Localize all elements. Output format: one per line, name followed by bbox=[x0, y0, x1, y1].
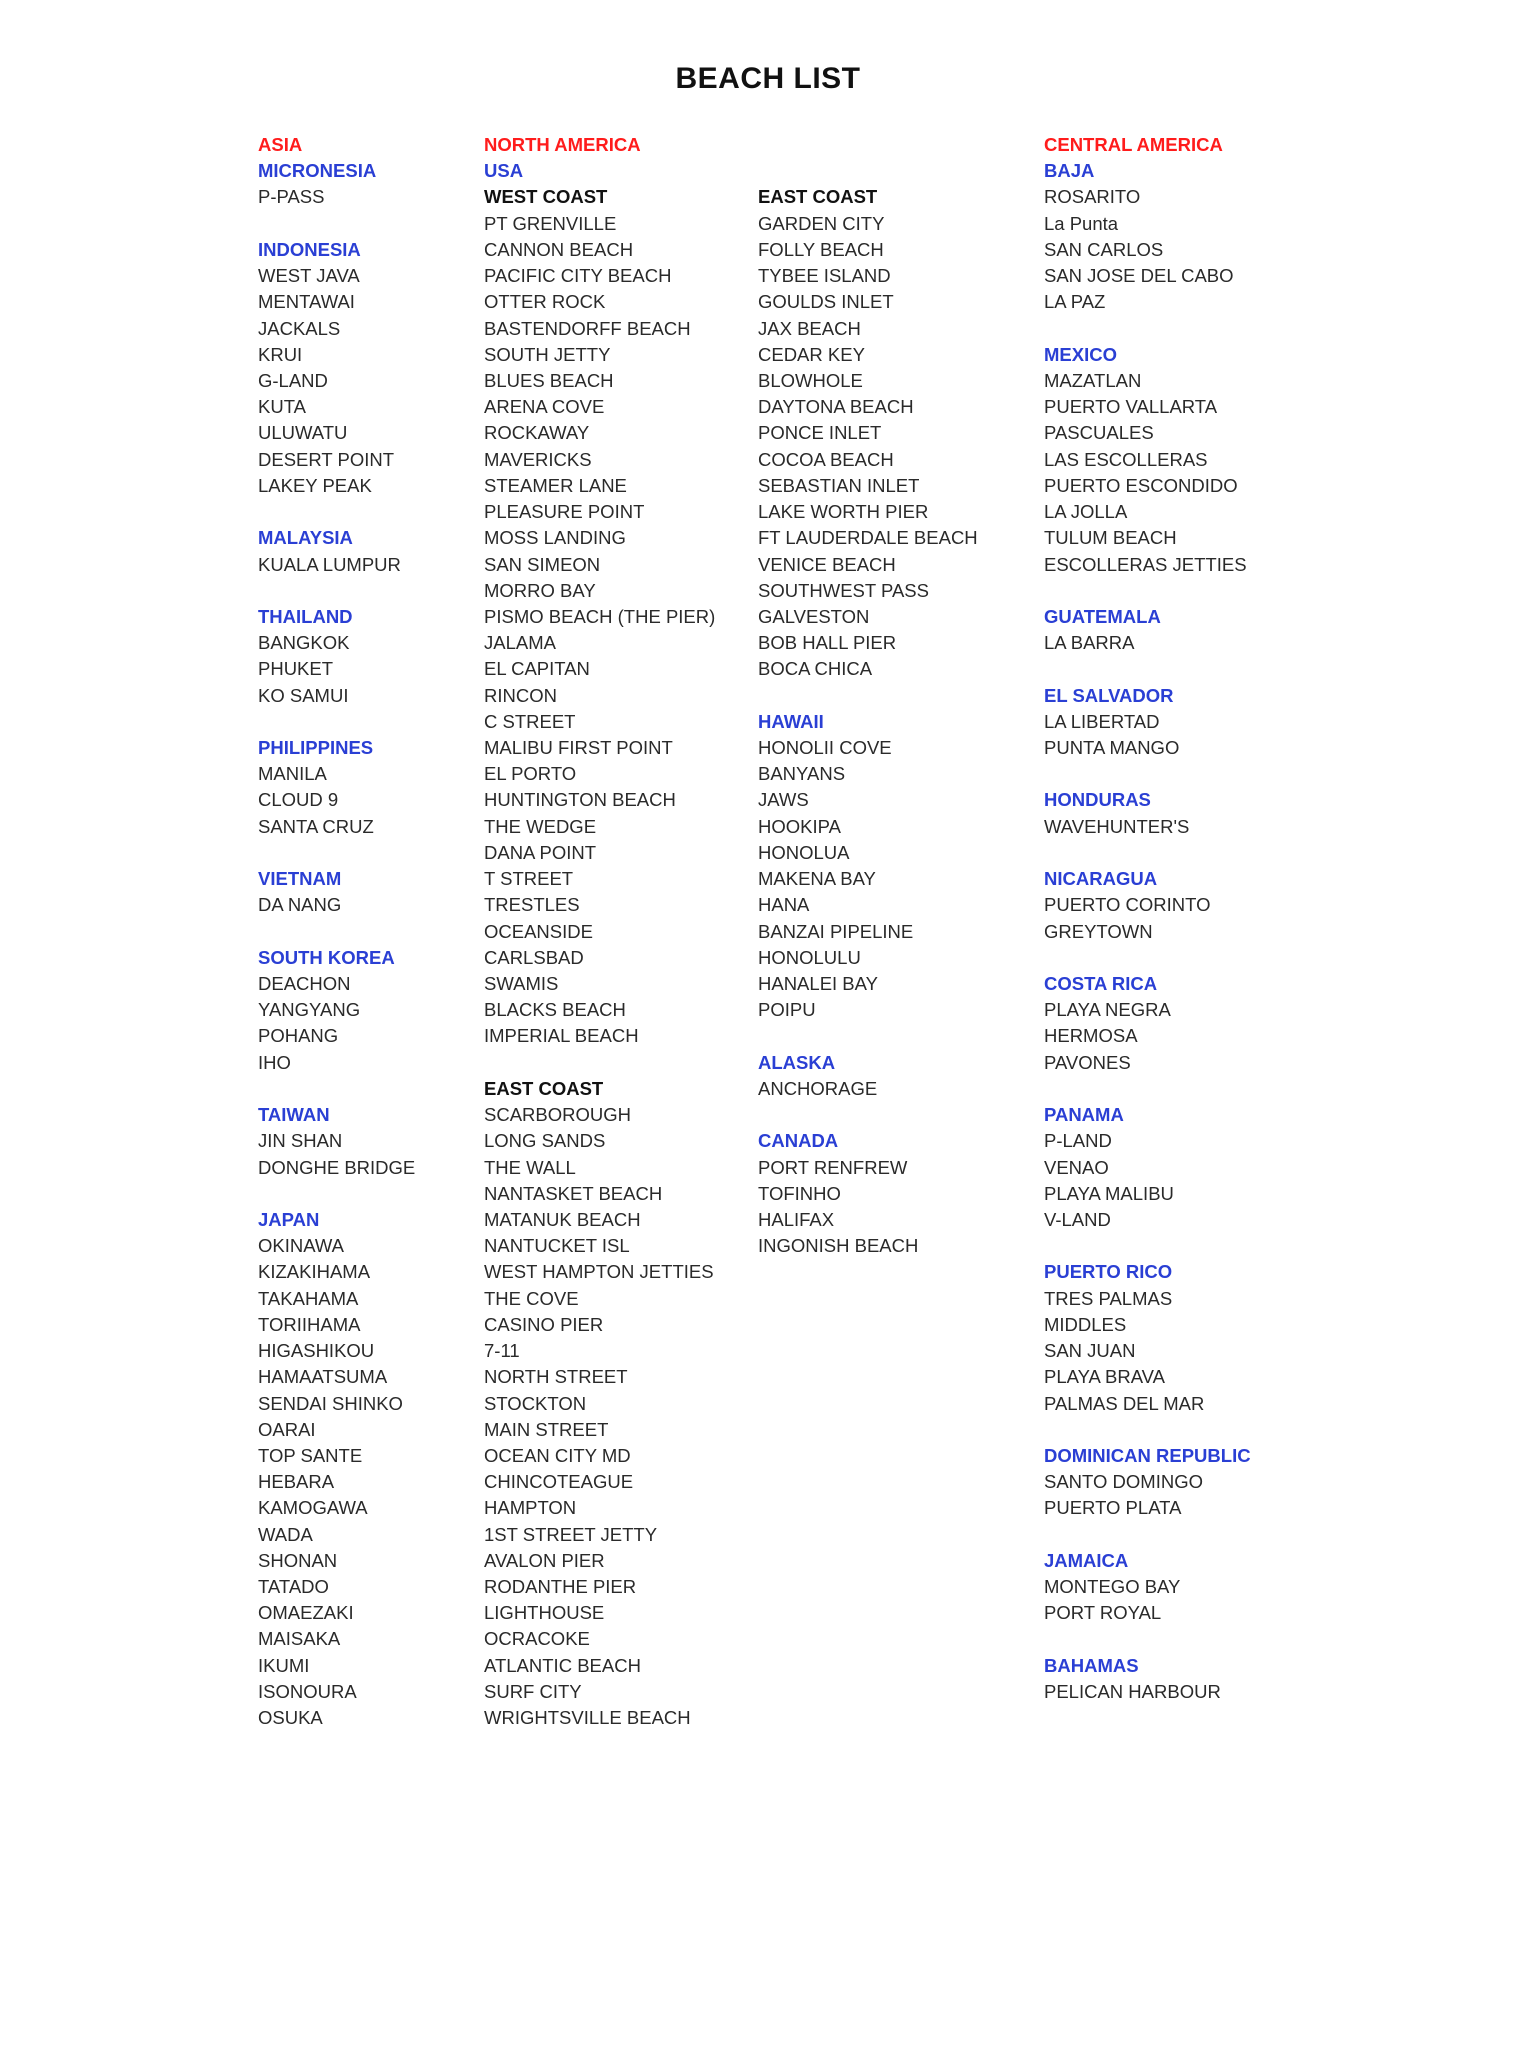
beach-item: LAS ESCOLLERAS bbox=[1044, 448, 1208, 470]
beach-item: SAN JOSE DEL CABO bbox=[1044, 265, 1234, 287]
beach-item: KRUI bbox=[258, 343, 303, 365]
country-heading: TAIWAN bbox=[258, 1104, 330, 1126]
beach-item: THE WALL bbox=[484, 1156, 576, 1178]
beach-item: TULUM BEACH bbox=[1044, 527, 1177, 549]
beach-item: JALAMA bbox=[484, 632, 556, 654]
beach-item: DONGHE BRIDGE bbox=[258, 1156, 416, 1178]
spacer bbox=[1044, 1233, 1251, 1259]
beach-item: WRIGHTSVILLE BEACH bbox=[484, 1707, 691, 1729]
beach-item: SURF CITY bbox=[484, 1680, 582, 1702]
beach-item: BLACKS BEACH bbox=[484, 999, 626, 1021]
beach-item: PUNTA MANGO bbox=[1044, 737, 1180, 759]
region-heading: CENTRAL AMERICA bbox=[1044, 134, 1223, 155]
beach-item: COCOA BEACH bbox=[758, 448, 894, 470]
country-heading: JAPAN bbox=[258, 1208, 320, 1230]
beach-item: ANCHORAGE bbox=[758, 1077, 878, 1099]
beach-item: OCEANSIDE bbox=[484, 920, 593, 942]
beach-item: SAN JUAN bbox=[1044, 1340, 1136, 1362]
beach-item: ATLANTIC BEACH bbox=[484, 1654, 641, 1676]
beach-item: PISMO BEACH (THE PIER) bbox=[484, 605, 716, 627]
beach-item: LA PAZ bbox=[1044, 291, 1106, 313]
spacer bbox=[1044, 1076, 1251, 1102]
beach-item: ESCOLLERAS JETTIES bbox=[1044, 553, 1247, 575]
beach-item: La Punta bbox=[1044, 212, 1119, 234]
spacer bbox=[258, 919, 415, 945]
beach-item: SOUTHWEST PASS bbox=[758, 579, 929, 601]
coast-subheading: EAST COAST bbox=[484, 1077, 604, 1099]
beach-item: STEAMER LANE bbox=[484, 474, 627, 496]
beach-item: LAKE WORTH PIER bbox=[758, 501, 929, 523]
coast-subheading: EAST COAST bbox=[758, 186, 878, 208]
beach-item: MAKENA BAY bbox=[758, 868, 876, 890]
spacer bbox=[258, 578, 415, 604]
beach-item: 1ST STREET JETTY bbox=[484, 1523, 658, 1545]
beach-item: JAX BEACH bbox=[758, 317, 861, 339]
beach-item: HALIFAX bbox=[758, 1208, 835, 1230]
beach-item: POHANG bbox=[258, 1025, 339, 1047]
spacer bbox=[1044, 656, 1251, 682]
beach-item: KAMOGAWA bbox=[258, 1497, 368, 1519]
beach-item: KO SAMUI bbox=[258, 684, 349, 706]
spacer bbox=[758, 158, 978, 184]
beach-item: VENAO bbox=[1044, 1156, 1109, 1178]
beach-item: JIN SHAN bbox=[258, 1130, 343, 1152]
beach-item: GALVESTON bbox=[758, 605, 870, 627]
beach-item: PAVONES bbox=[1044, 1051, 1131, 1073]
country-heading: GUATEMALA bbox=[1044, 605, 1161, 627]
beach-item: TATADO bbox=[258, 1576, 329, 1598]
beach-item: OCEAN CITY MD bbox=[484, 1444, 631, 1466]
beach-item: BASTENDORFF BEACH bbox=[484, 317, 691, 339]
beach-item: ISONOURA bbox=[258, 1680, 357, 1702]
beach-item: P-LAND bbox=[1044, 1130, 1112, 1152]
spacer bbox=[1044, 1626, 1251, 1652]
beach-item: TOP SANTE bbox=[258, 1444, 363, 1466]
spacer bbox=[758, 1102, 978, 1128]
country-heading: MICRONESIA bbox=[258, 160, 377, 182]
beach-item: CANNON BEACH bbox=[484, 238, 634, 260]
beach-item: CARLSBAD bbox=[484, 946, 584, 968]
beach-item: GOULDS INLET bbox=[758, 291, 894, 313]
country-heading: HAWAII bbox=[758, 710, 824, 732]
beach-item: HUNTINGTON BEACH bbox=[484, 789, 676, 811]
beach-item: NORTH STREET bbox=[484, 1366, 628, 1388]
beach-item: YANGYANG bbox=[258, 999, 361, 1021]
beach-item: HEBARA bbox=[258, 1471, 335, 1493]
beach-item: OSUKA bbox=[258, 1707, 323, 1729]
country-heading: COSTA RICA bbox=[1044, 973, 1158, 994]
beach-item: V-LAND bbox=[1044, 1208, 1111, 1230]
beach-item: PORT ROYAL bbox=[1044, 1602, 1162, 1624]
beach-item: BLOWHOLE bbox=[758, 369, 863, 391]
beach-item: MAZATLAN bbox=[1044, 369, 1142, 391]
spacer bbox=[258, 840, 415, 866]
beach-item: LA BARRA bbox=[1044, 632, 1135, 654]
beach-item: NANTUCKET ISL bbox=[484, 1235, 630, 1257]
country-heading: CANADA bbox=[758, 1130, 839, 1152]
beach-item: MORRO BAY bbox=[484, 579, 596, 601]
beach-item: HONOLUA bbox=[758, 841, 850, 863]
beach-item: SANTA CRUZ bbox=[258, 815, 374, 837]
beach-item: DEACHON bbox=[258, 973, 351, 994]
spacer bbox=[258, 211, 415, 237]
beach-item: OKINAWA bbox=[258, 1235, 344, 1257]
beach-item: DESERT POINT bbox=[258, 448, 395, 470]
beach-item: TAKAHAMA bbox=[258, 1287, 359, 1309]
beach-item: OCRACOKE bbox=[484, 1628, 590, 1650]
spacer bbox=[758, 132, 978, 158]
beach-item: MATANUK BEACH bbox=[484, 1208, 641, 1230]
beach-item: CHINCOTEAGUE bbox=[484, 1471, 634, 1493]
beach-item: MAIN STREET bbox=[484, 1418, 609, 1440]
beach-item: BOB HALL PIER bbox=[758, 632, 897, 654]
country-heading: SOUTH KOREA bbox=[258, 946, 395, 968]
beach-item: HIGASHIKOU bbox=[258, 1340, 375, 1362]
beach-item: OTTER ROCK bbox=[484, 291, 606, 313]
beach-item: LIGHTHOUSE bbox=[484, 1602, 605, 1624]
beach-item: GARDEN CITY bbox=[758, 212, 885, 234]
beach-item: THE WEDGE bbox=[484, 815, 597, 837]
beach-item: EL CAPITAN bbox=[484, 658, 590, 680]
country-heading: USA bbox=[484, 160, 524, 182]
beach-item: THE COVE bbox=[484, 1287, 579, 1309]
coast-subheading: WEST COAST bbox=[484, 186, 608, 208]
beach-item: HONOLULU bbox=[758, 946, 861, 968]
beach-item: ARENA COVE bbox=[484, 396, 605, 418]
beach-item: DANA POINT bbox=[484, 841, 597, 863]
beach-item: HAMAATSUMA bbox=[258, 1366, 388, 1388]
beach-item: WADA bbox=[258, 1523, 313, 1545]
beach-item: ULUWATU bbox=[258, 422, 348, 444]
beach-item: CLOUD 9 bbox=[258, 789, 339, 811]
beach-item: GREYTOWN bbox=[1044, 920, 1153, 942]
beach-item: PUERTO ESCONDIDO bbox=[1044, 474, 1238, 496]
country-heading: JAMAICA bbox=[1044, 1549, 1129, 1571]
beach-item: IMPERIAL BEACH bbox=[484, 1025, 639, 1047]
beach-item: PELICAN HARBOUR bbox=[1044, 1680, 1221, 1702]
beach-item: JACKALS bbox=[258, 317, 341, 339]
beach-item: POIPU bbox=[758, 999, 816, 1021]
beach-item: SENDAI SHINKO bbox=[258, 1392, 403, 1414]
beach-item: LAKEY PEAK bbox=[258, 474, 372, 496]
column-asia bbox=[258, 132, 415, 1731]
beach-item: TOFINHO bbox=[758, 1182, 841, 1204]
beach-item: HERMOSA bbox=[1044, 1025, 1138, 1047]
beach-item: TYBEE ISLAND bbox=[758, 265, 891, 287]
spacer bbox=[758, 683, 978, 709]
beach-item: MONTEGO BAY bbox=[1044, 1576, 1181, 1598]
beach-item: DA NANG bbox=[258, 894, 342, 916]
beach-item: SAN SIMEON bbox=[484, 553, 601, 575]
beach-item: PORT RENFREW bbox=[758, 1156, 908, 1178]
beach-item: T STREET bbox=[484, 868, 574, 890]
beach-item: PASCUALES bbox=[1044, 422, 1154, 444]
beach-item: HANALEI BAY bbox=[758, 973, 878, 994]
beach-item: RODANTHE PIER bbox=[484, 1576, 637, 1598]
beach-item: LONG SANDS bbox=[484, 1130, 606, 1152]
beach-item: KUTA bbox=[258, 396, 306, 418]
beach-item: MIDDLES bbox=[1044, 1313, 1127, 1335]
column-north-america bbox=[484, 132, 715, 1731]
country-heading: THAILAND bbox=[258, 605, 353, 627]
beach-item: P-PASS bbox=[258, 186, 325, 208]
beach-item: STOCKTON bbox=[484, 1392, 587, 1414]
beach-item: WAVEHUNTER'S bbox=[1044, 815, 1190, 837]
beach-item: NANTASKET BEACH bbox=[484, 1182, 663, 1204]
country-heading: NICARAGUA bbox=[1044, 868, 1158, 890]
beach-item: IHO bbox=[258, 1051, 291, 1073]
country-heading: BAJA bbox=[1044, 160, 1095, 182]
beach-item: SANTO DOMINGO bbox=[1044, 1471, 1203, 1493]
spacer bbox=[258, 499, 415, 525]
region-heading: ASIA bbox=[258, 134, 303, 155]
beach-item: MENTAWAI bbox=[258, 291, 355, 313]
beach-item: ROCKAWAY bbox=[484, 422, 590, 444]
beach-item: BANGKOK bbox=[258, 632, 350, 654]
beach-item: MAISAKA bbox=[258, 1628, 341, 1650]
beach-item: TORIIHAMA bbox=[258, 1313, 361, 1335]
country-heading: MALAYSIA bbox=[258, 527, 353, 549]
beach-item: SCARBOROUGH bbox=[484, 1104, 631, 1126]
country-heading: DOMINICAN REPUBLIC bbox=[1044, 1444, 1251, 1466]
spacer bbox=[1044, 578, 1251, 604]
column-central-america bbox=[1044, 132, 1251, 1705]
beach-item: AVALON PIER bbox=[484, 1549, 605, 1571]
beach-item: HOOKIPA bbox=[758, 815, 841, 837]
beach-item: TRESTLES bbox=[484, 894, 580, 916]
beach-item: INGONISH BEACH bbox=[758, 1235, 919, 1257]
beach-item: BANYANS bbox=[758, 763, 846, 785]
beach-item: KIZAKIHAMA bbox=[258, 1261, 371, 1283]
country-heading: HONDURAS bbox=[1044, 789, 1151, 811]
spacer bbox=[258, 1076, 415, 1102]
beach-item: CASINO PIER bbox=[484, 1313, 604, 1335]
spacer bbox=[1044, 316, 1251, 342]
beach-item: PHUKET bbox=[258, 658, 334, 680]
spacer bbox=[1044, 840, 1251, 866]
spacer bbox=[1044, 1417, 1251, 1443]
beach-item: JAWS bbox=[758, 789, 809, 811]
beach-item: DAYTONA BEACH bbox=[758, 396, 914, 418]
beach-item: PT GRENVILLE bbox=[484, 212, 617, 234]
spacer bbox=[1044, 761, 1251, 787]
beach-item: FT LAUDERDALE BEACH bbox=[758, 527, 978, 549]
spacer bbox=[484, 1050, 715, 1076]
beach-item: TRES PALMAS bbox=[1044, 1287, 1173, 1309]
beach-item: IKUMI bbox=[258, 1654, 310, 1676]
country-heading: INDONESIA bbox=[258, 238, 361, 260]
beach-item: SEBASTIAN INLET bbox=[758, 474, 920, 496]
beach-item: SHONAN bbox=[258, 1549, 338, 1571]
spacer bbox=[258, 709, 415, 735]
beach-item: PUERTO VALLARTA bbox=[1044, 396, 1218, 418]
beach-item: VENICE BEACH bbox=[758, 553, 896, 575]
beach-item: WEST JAVA bbox=[258, 265, 360, 287]
beach-item: SAN CARLOS bbox=[1044, 238, 1164, 260]
beach-item: MALIBU FIRST POINT bbox=[484, 737, 673, 759]
beach-item: OMAEZAKI bbox=[258, 1602, 354, 1624]
beach-item: 7-11 bbox=[484, 1340, 520, 1362]
beach-item: OARAI bbox=[258, 1418, 316, 1440]
country-heading: PHILIPPINES bbox=[258, 737, 374, 759]
beach-item: KUALA LUMPUR bbox=[258, 553, 401, 575]
beach-item: BOCA CHICA bbox=[758, 658, 873, 680]
beach-item: BANZAI PIPELINE bbox=[758, 920, 914, 942]
country-heading: VIETNAM bbox=[258, 868, 342, 890]
country-heading: ALASKA bbox=[758, 1051, 836, 1073]
beach-item: EL PORTO bbox=[484, 763, 577, 785]
beach-item: CEDAR KEY bbox=[758, 343, 865, 365]
beach-item: HAMPTON bbox=[484, 1497, 577, 1519]
region-heading: NORTH AMERICA bbox=[484, 134, 641, 155]
beach-item: PLAYA MALIBU bbox=[1044, 1182, 1174, 1204]
beach-item: LA JOLLA bbox=[1044, 501, 1128, 523]
page-title: BEACH LIST bbox=[675, 62, 861, 95]
beach-item: PLAYA NEGRA bbox=[1044, 999, 1171, 1021]
beach-item: PUERTO CORINTO bbox=[1044, 894, 1211, 916]
beach-item: LA LIBERTAD bbox=[1044, 710, 1160, 732]
country-heading: PUERTO RICO bbox=[1044, 1261, 1173, 1283]
beach-item: G-LAND bbox=[258, 369, 328, 391]
beach-item: PACIFIC CITY BEACH bbox=[484, 265, 672, 287]
beach-item: MANILA bbox=[258, 763, 327, 785]
country-heading: BAHAMAS bbox=[1044, 1654, 1139, 1676]
beach-item: BLUES BEACH bbox=[484, 369, 614, 391]
beach-item: ROSARITO bbox=[1044, 186, 1141, 208]
beach-item: PONCE INLET bbox=[758, 422, 882, 444]
beach-item: SOUTH JETTY bbox=[484, 343, 611, 365]
beach-item: C STREET bbox=[484, 710, 576, 732]
beach-item: MOSS LANDING bbox=[484, 527, 626, 549]
beach-item: RINCON bbox=[484, 684, 557, 706]
beach-item: WEST HAMPTON JETTIES bbox=[484, 1261, 714, 1283]
spacer bbox=[258, 1181, 415, 1207]
spacer bbox=[1044, 945, 1251, 971]
beach-item: FOLLY BEACH bbox=[758, 238, 884, 260]
country-heading: EL SALVADOR bbox=[1044, 684, 1174, 706]
country-heading: MEXICO bbox=[1044, 343, 1117, 365]
beach-item: PLEASURE POINT bbox=[484, 501, 645, 523]
beach-item: PLAYA BRAVA bbox=[1044, 1366, 1165, 1388]
beach-item: PUERTO PLATA bbox=[1044, 1497, 1182, 1519]
spacer bbox=[1044, 1522, 1251, 1548]
country-heading: PANAMA bbox=[1044, 1104, 1124, 1126]
beach-item: HONOLII COVE bbox=[758, 737, 892, 759]
spacer bbox=[758, 1023, 978, 1049]
beach-item: SWAMIS bbox=[484, 973, 559, 994]
beach-item: HANA bbox=[758, 894, 810, 916]
beach-item: PALMAS DEL MAR bbox=[1044, 1392, 1205, 1414]
beach-item: MAVERICKS bbox=[484, 448, 592, 470]
column-usa-continued bbox=[758, 132, 978, 1259]
